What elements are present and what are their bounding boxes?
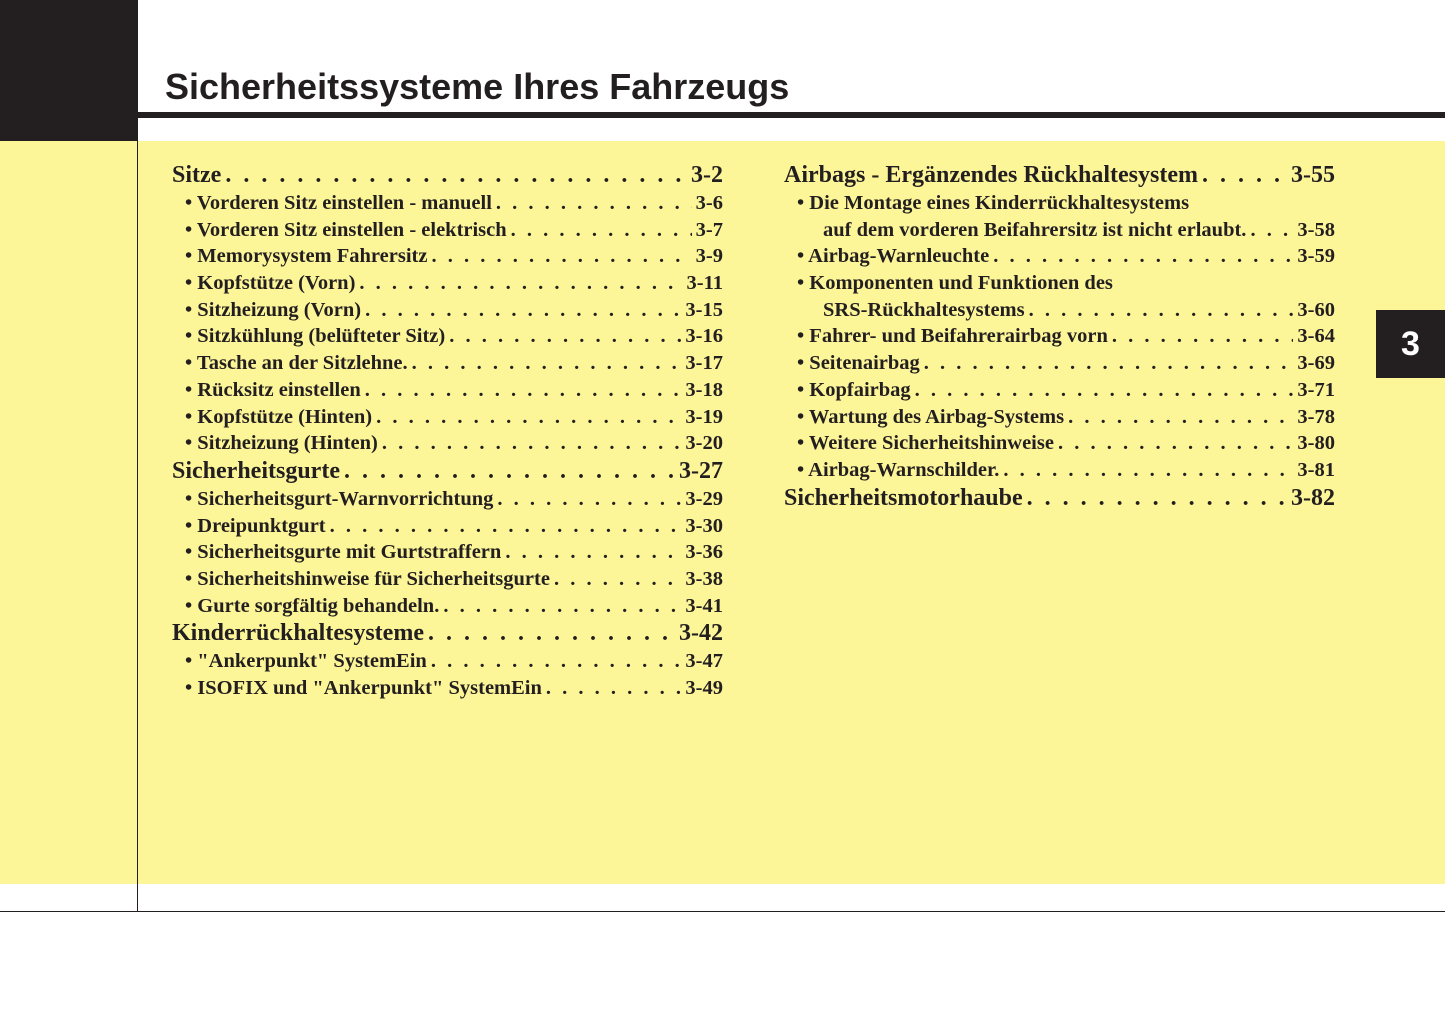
- toc-page-number: 3-2: [691, 162, 723, 188]
- toc-subsection-entry[interactable]: [172, 190, 723, 217]
- toc-entry-label: • Sitzheizung (Hinten): [185, 432, 378, 455]
- dot-leader: [505, 539, 681, 566]
- dot-leader: [412, 350, 682, 377]
- toc-page-number: 3-64: [1297, 325, 1335, 348]
- toc-entry-label: SRS-Rückhaltesystems: [823, 298, 1025, 321]
- page-title: Sicherheitssysteme Ihres Fahrzeugs: [165, 66, 790, 107]
- toc-entry-label: • Seitenairbag: [797, 352, 920, 375]
- dot-leader: [376, 404, 681, 431]
- toc-subsection-entry: [784, 270, 1335, 297]
- toc-page-number: 3-49: [685, 677, 723, 699]
- toc-page-number: 3-17: [685, 352, 723, 375]
- toc-subsection-entry[interactable]: [172, 486, 723, 513]
- toc-subsection-entry[interactable]: [172, 675, 723, 702]
- toc-entry-label: • Vorderen Sitz einstellen - manuell: [185, 192, 492, 214]
- toc-entry-label: • Sicherheitsgurt-Warnvorrichtung: [185, 487, 494, 510]
- dot-leader: [344, 457, 675, 486]
- toc-entry-label: • Gurte sorgfältig behandeln.: [185, 594, 440, 617]
- toc-page-number: 3-82: [1291, 484, 1335, 511]
- dot-leader: [428, 619, 675, 648]
- toc-subsection-entry[interactable]: [784, 457, 1335, 484]
- toc-page-number: 3-7: [695, 218, 723, 241]
- toc-entry-label: • Kopfstütze (Hinten): [185, 405, 373, 428]
- toc-page-number: 3-42: [679, 620, 723, 647]
- dot-leader: [443, 593, 681, 620]
- toc-entry-label: • Weitere Sicherheitshinweise: [797, 432, 1054, 455]
- toc-subsection-entry[interactable]: [172, 648, 723, 675]
- toc-subsection-entry[interactable]: [784, 217, 1335, 244]
- toc-entry-label: • Sitzkühlung (belüfteter Sitz): [185, 325, 446, 348]
- toc-page-number: 3-55: [1291, 162, 1335, 188]
- dot-leader: [1058, 430, 1293, 457]
- toc-entry-label: • Sicherheitsgurte mit Gurtstraffern: [185, 541, 502, 564]
- dot-leader: [1068, 404, 1293, 431]
- toc-section-entry[interactable]: [172, 161, 723, 190]
- toc-page-number: 3-59: [1297, 245, 1335, 268]
- dot-leader: [546, 675, 682, 702]
- toc-page-number: 3-19: [685, 405, 723, 428]
- toc-entry-label: • Wartung des Airbag-Systems: [797, 405, 1065, 428]
- dot-leader: [993, 243, 1293, 270]
- toc-page-number: 3-41: [685, 594, 723, 617]
- dot-leader: [431, 243, 691, 270]
- toc-entry-label: • Tasche an der Sitzlehne.: [185, 352, 408, 375]
- margin-band: [0, 141, 137, 884]
- toc-subsection-entry[interactable]: [172, 323, 723, 350]
- dot-leader: [1027, 484, 1287, 513]
- toc-subsection-entry[interactable]: [784, 404, 1335, 431]
- bottom-rule: [0, 911, 1445, 912]
- toc-section-entry[interactable]: [784, 161, 1335, 190]
- dot-leader: [449, 323, 681, 350]
- toc-page-number: 3-47: [685, 650, 723, 673]
- toc-entry-label: Sitze: [172, 162, 222, 188]
- toc-entry-label: Kinderrückhaltesysteme: [172, 620, 424, 647]
- toc-subsection-entry[interactable]: [172, 430, 723, 457]
- toc-column-left: [172, 161, 723, 702]
- toc-entry-label: • Kopfairbag: [797, 378, 911, 401]
- dot-leader: [382, 430, 682, 457]
- dot-leader: [496, 190, 692, 217]
- toc-entry-label: Airbags - Ergänzendes Rückhaltesystem: [784, 162, 1198, 188]
- dot-leader: [1003, 457, 1293, 484]
- toc-entry-label: • "Ankerpunkt" SystemEin: [185, 650, 427, 673]
- dot-leader: [359, 270, 682, 297]
- toc-subsection-entry[interactable]: [784, 297, 1335, 324]
- toc-entry-label: • ISOFIX und "Ankerpunkt" SystemEin: [185, 677, 542, 699]
- toc-page-number: 3-60: [1297, 298, 1335, 321]
- toc-subsection-entry[interactable]: [172, 350, 723, 377]
- title-rule: [138, 112, 1445, 118]
- dot-leader: [1112, 323, 1294, 350]
- dot-leader: [330, 513, 682, 540]
- toc-subsection-entry[interactable]: [172, 217, 723, 244]
- toc-entry-label: Sicherheitsmotorhaube: [784, 484, 1023, 511]
- toc-page-number: 3-81: [1297, 458, 1335, 481]
- toc-page-number: 3-78: [1297, 405, 1335, 428]
- chapter-tab[interactable]: 3: [1376, 310, 1445, 378]
- toc-entry-label: • Memorysystem Fahrersitz: [185, 245, 428, 268]
- dot-leader: [1029, 297, 1294, 324]
- toc-entry-label: • Vorderen Sitz einstellen - elektrisch: [185, 218, 507, 241]
- toc-page-number: 3-69: [1297, 352, 1335, 375]
- toc-entry-label: • Fahrer- und Beifahrerairbag vorn: [797, 325, 1108, 348]
- toc-section-entry[interactable]: [784, 484, 1335, 513]
- toc-entry-label: • Sicherheitshinweise für Sicherheitsgurte: [185, 567, 550, 590]
- toc-entry-label: • Airbag-Warnleuchte: [797, 245, 990, 268]
- toc-entry-label: • Die Montage eines Kinderrückhaltesystems: [797, 192, 1190, 214]
- toc-subsection-entry[interactable]: [172, 297, 723, 324]
- toc-page-number: 3-29: [685, 487, 723, 510]
- dot-leader: [365, 377, 682, 404]
- toc-page-number: 3-6: [695, 192, 723, 214]
- toc-page-number: 3-16: [685, 325, 723, 348]
- corner-block: [0, 0, 138, 141]
- toc-page-number: 3-9: [695, 245, 723, 268]
- toc-page-number: 3-20: [685, 432, 723, 455]
- dot-leader: [365, 297, 681, 324]
- dot-leader: [431, 648, 682, 675]
- toc-page-number: 3-30: [685, 514, 723, 537]
- dot-leader: [554, 566, 681, 593]
- toc-subsection-entry[interactable]: [172, 539, 723, 566]
- toc-page-number: 3-38: [685, 567, 723, 590]
- toc-subsection-entry[interactable]: [172, 566, 723, 593]
- toc-subsection-entry[interactable]: [172, 513, 723, 540]
- toc-entry-label: • Komponenten und Funktionen des: [797, 272, 1113, 295]
- toc-subsection-entry[interactable]: [172, 270, 723, 297]
- toc-subsection-entry[interactable]: [784, 430, 1335, 457]
- toc-subsection-entry[interactable]: [172, 404, 723, 431]
- toc-page-number: 3-80: [1297, 432, 1335, 455]
- toc-subsection-entry: [784, 190, 1335, 217]
- toc-subsection-entry[interactable]: [784, 350, 1335, 377]
- toc-entry-label: • Sitzheizung (Vorn): [185, 298, 362, 321]
- dot-leader: [497, 486, 681, 513]
- toc-entry-label: • Rücksitz einstellen: [185, 378, 361, 401]
- toc-entry-label: • Kopfstütze (Vorn): [185, 272, 356, 295]
- dot-leader: [924, 350, 1294, 377]
- toc-section-entry[interactable]: [172, 457, 723, 486]
- toc-page-number: 3-18: [685, 378, 723, 401]
- toc-entry-label: • Airbag-Warnschilder.: [797, 458, 1000, 481]
- dot-leader: [1250, 217, 1293, 244]
- dot-leader: [915, 377, 1294, 404]
- toc-entry-label: auf dem vorderen Beifahrersitz ist nicht erlaubt.: [823, 218, 1247, 241]
- toc-subsection-entry[interactable]: [784, 243, 1335, 270]
- toc-subsection-entry[interactable]: [172, 593, 723, 620]
- toc-section-entry[interactable]: [172, 619, 723, 648]
- toc-page-number: 3-27: [679, 457, 723, 484]
- toc-page-number: 3-11: [686, 272, 723, 295]
- toc-subsection-entry[interactable]: [172, 243, 723, 270]
- toc-subsection-entry[interactable]: [784, 377, 1335, 404]
- dot-leader: [1202, 161, 1287, 190]
- toc-column-right: [784, 161, 1335, 513]
- toc-page-number: 3-71: [1297, 378, 1335, 401]
- dot-leader: [511, 217, 692, 244]
- toc-page-number: 3-58: [1297, 218, 1335, 241]
- toc-subsection-entry[interactable]: [172, 377, 723, 404]
- dot-leader: [225, 161, 687, 190]
- toc-page-number: 3-36: [685, 541, 723, 564]
- toc-entry-label: • Dreipunktgurt: [185, 514, 326, 537]
- toc-subsection-entry[interactable]: [784, 323, 1335, 350]
- toc-entry-label: Sicherheitsgurte: [172, 457, 340, 484]
- toc-page-number: 3-15: [685, 298, 723, 321]
